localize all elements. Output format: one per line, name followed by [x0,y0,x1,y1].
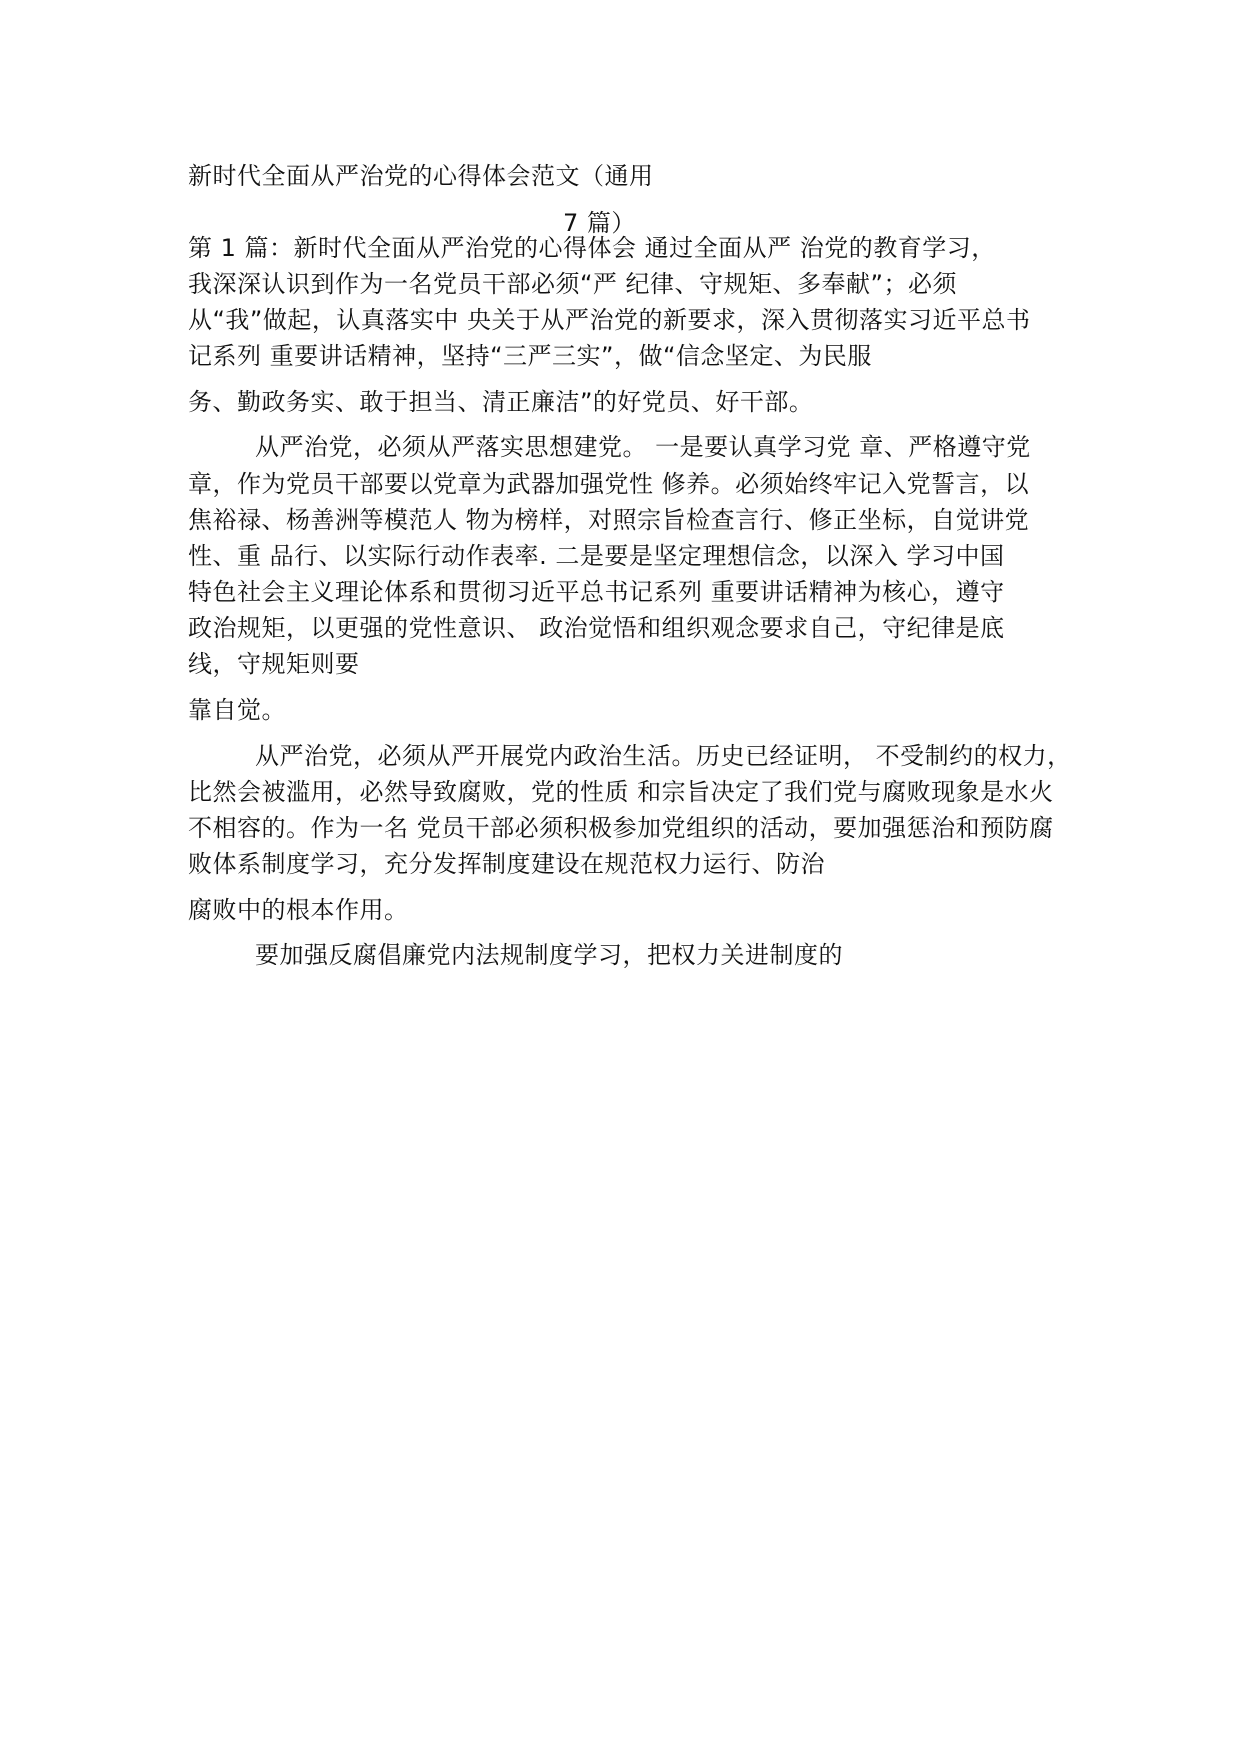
paragraph-3-line-5: 腐败中的根本作用。 [188,896,409,924]
document-title-line-2: 7 篇） [563,209,636,237]
paragraph-2-line-2: 章，作为党员干部要以党章为武器加强党性 修养。必须始终牢记入党誓言，以 [188,470,1030,498]
paragraph-2-line-1: 从严治党，必须从严落实思想建党。 一是要认真学习党 章、严格遵守党 [255,433,1031,461]
paragraph-1-line-4: 记系列 重要讲话精神，坚持“三严三实”，做“信念坚定、为民服 [188,342,872,370]
paragraph-3-line-2: 比然会被滥用，必然导致腐败，党的性质 和宗旨决定了我们党与腐败现象是水火 [188,778,1054,806]
paragraph-4-line-1: 要加强反腐倡廉党内法规制度学习，把权力关进制度的 [255,941,843,969]
paragraph-1-line-2: 我深深认识到作为一名党员干部必须“严 纪律、守规矩、多奉献”；必须 [188,270,957,298]
paragraph-2-line-7: 线，守规矩则要 [188,650,360,678]
paragraph-3-line-1: 从严治党，必须从严开展党内政治生活。历史已经证明， 不受制约的权力， [255,742,1072,770]
paragraph-3-line-4: 败体系制度学习，充分发挥制度建设在规范权力运行、防治 [188,850,825,878]
paragraph-1-line-1: 第 1 篇：新时代全面从严治党的心得体会 通过全面从严 治党的教育学习， [188,234,996,262]
paragraph-1-line-5: 务、勤政务实、敢于担当、清正廉洁”的好党员、好干部。 [188,388,814,416]
paragraph-2-line-4: 性、重 品行、以实际行动作表率. 二是要是坚定理想信念，以深入 学习中国 [188,542,1005,570]
document-title-line-1: 新时代全面从严治党的心得体会范文（通用 [188,162,654,190]
paragraph-2-line-5: 特色社会主义理论体系和贯彻习近平总书记系列 重要讲话精神为核心，遵守 [188,578,1005,606]
paragraph-3-line-3: 不相容的。作为一名 党员干部必须积极参加党组织的活动，要加强惩治和预防腐 [188,814,1054,842]
paragraph-2-line-3: 焦裕禄、杨善洲等模范人 物为榜样，对照宗旨检查言行、修正坐标，自觉讲党 [188,506,1030,534]
paragraph-1-line-3: 从“我”做起，认真落实中 央关于从严治党的新要求，深入贯彻落实习近平总书 [188,306,1031,334]
paragraph-2-line-6: 政治规矩，以更强的党性意识、 政治觉悟和组织观念要求自己，守纪律是底 [188,614,1005,642]
paragraph-2-line-8: 靠自觉。 [188,696,286,724]
